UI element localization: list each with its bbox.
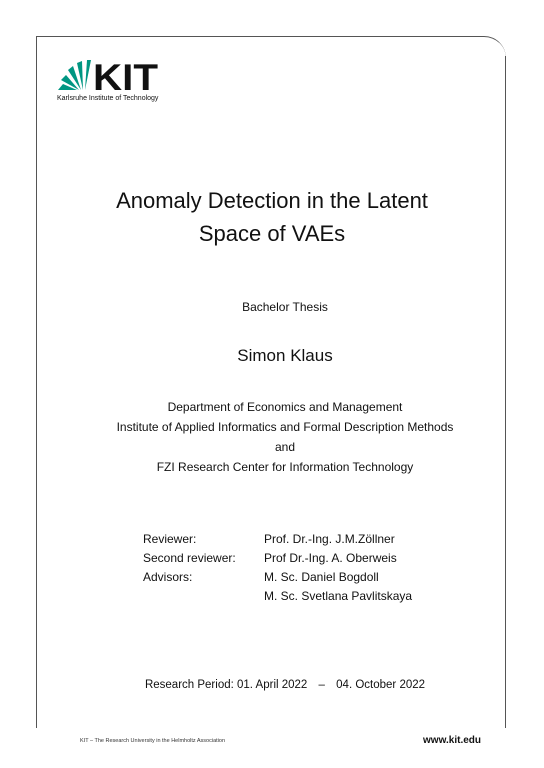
reviewer-label: Reviewer: — [143, 532, 197, 546]
advisors-row — [143, 568, 412, 587]
footer-tagline: KIT – The Research University in the Helmholtz Association — [80, 738, 226, 744]
reviewer-row — [143, 530, 412, 549]
advisor-2-value: M. Sc. Svetlana Pavlitskaya — [264, 589, 413, 603]
page-frame-right-edge — [505, 56, 506, 728]
advisors-label-empty — [143, 587, 264, 606]
thesis-title — [0, 184, 544, 250]
second-reviewer-value: Prof Dr.-Ing. A. Oberweis — [264, 551, 397, 565]
research-period-dash: – — [318, 679, 325, 691]
second-reviewer-row — [143, 549, 412, 568]
page-frame — [36, 36, 506, 728]
affiliation-block — [0, 397, 544, 477]
affiliation-line-2: Institute of Applied Informatics and Formal Description Methods — [116, 420, 454, 434]
reviewer-value: Prof. Dr.-Ing. J.M.Zöllner — [264, 532, 395, 546]
reviewers-table — [143, 530, 412, 606]
research-period-end: 04. October 2022 — [336, 679, 426, 691]
title-line-2: Space of VAEs — [198, 221, 346, 246]
research-period-start: Research Period: 01. April 2022 — [144, 679, 308, 691]
footer-url: www.kit.edu — [423, 735, 481, 746]
kit-logo-wordmark: KIT — [93, 57, 159, 98]
author-name: Simon Klaus — [237, 346, 333, 365]
thesis-type: Bachelor Thesis — [242, 300, 328, 314]
advisors-row-2 — [143, 587, 412, 606]
affiliation-line-4: FZI Research Center for Information Technology — [156, 460, 414, 474]
kit-fan-icon — [58, 60, 91, 90]
second-reviewer-label: Second reviewer: — [143, 551, 236, 565]
advisors-label: Advisors: — [143, 570, 193, 584]
affiliation-line-3: and — [274, 440, 296, 454]
affiliation-line-1: Department of Economics and Management — [167, 400, 403, 414]
title-line-1: Anomaly Detection in the Latent — [116, 188, 428, 213]
advisor-1-value: M. Sc. Daniel Bogdoll — [264, 570, 379, 584]
research-period — [0, 679, 544, 691]
logo-subtitle: Karlsruhe Institute of Technology — [57, 95, 159, 102]
